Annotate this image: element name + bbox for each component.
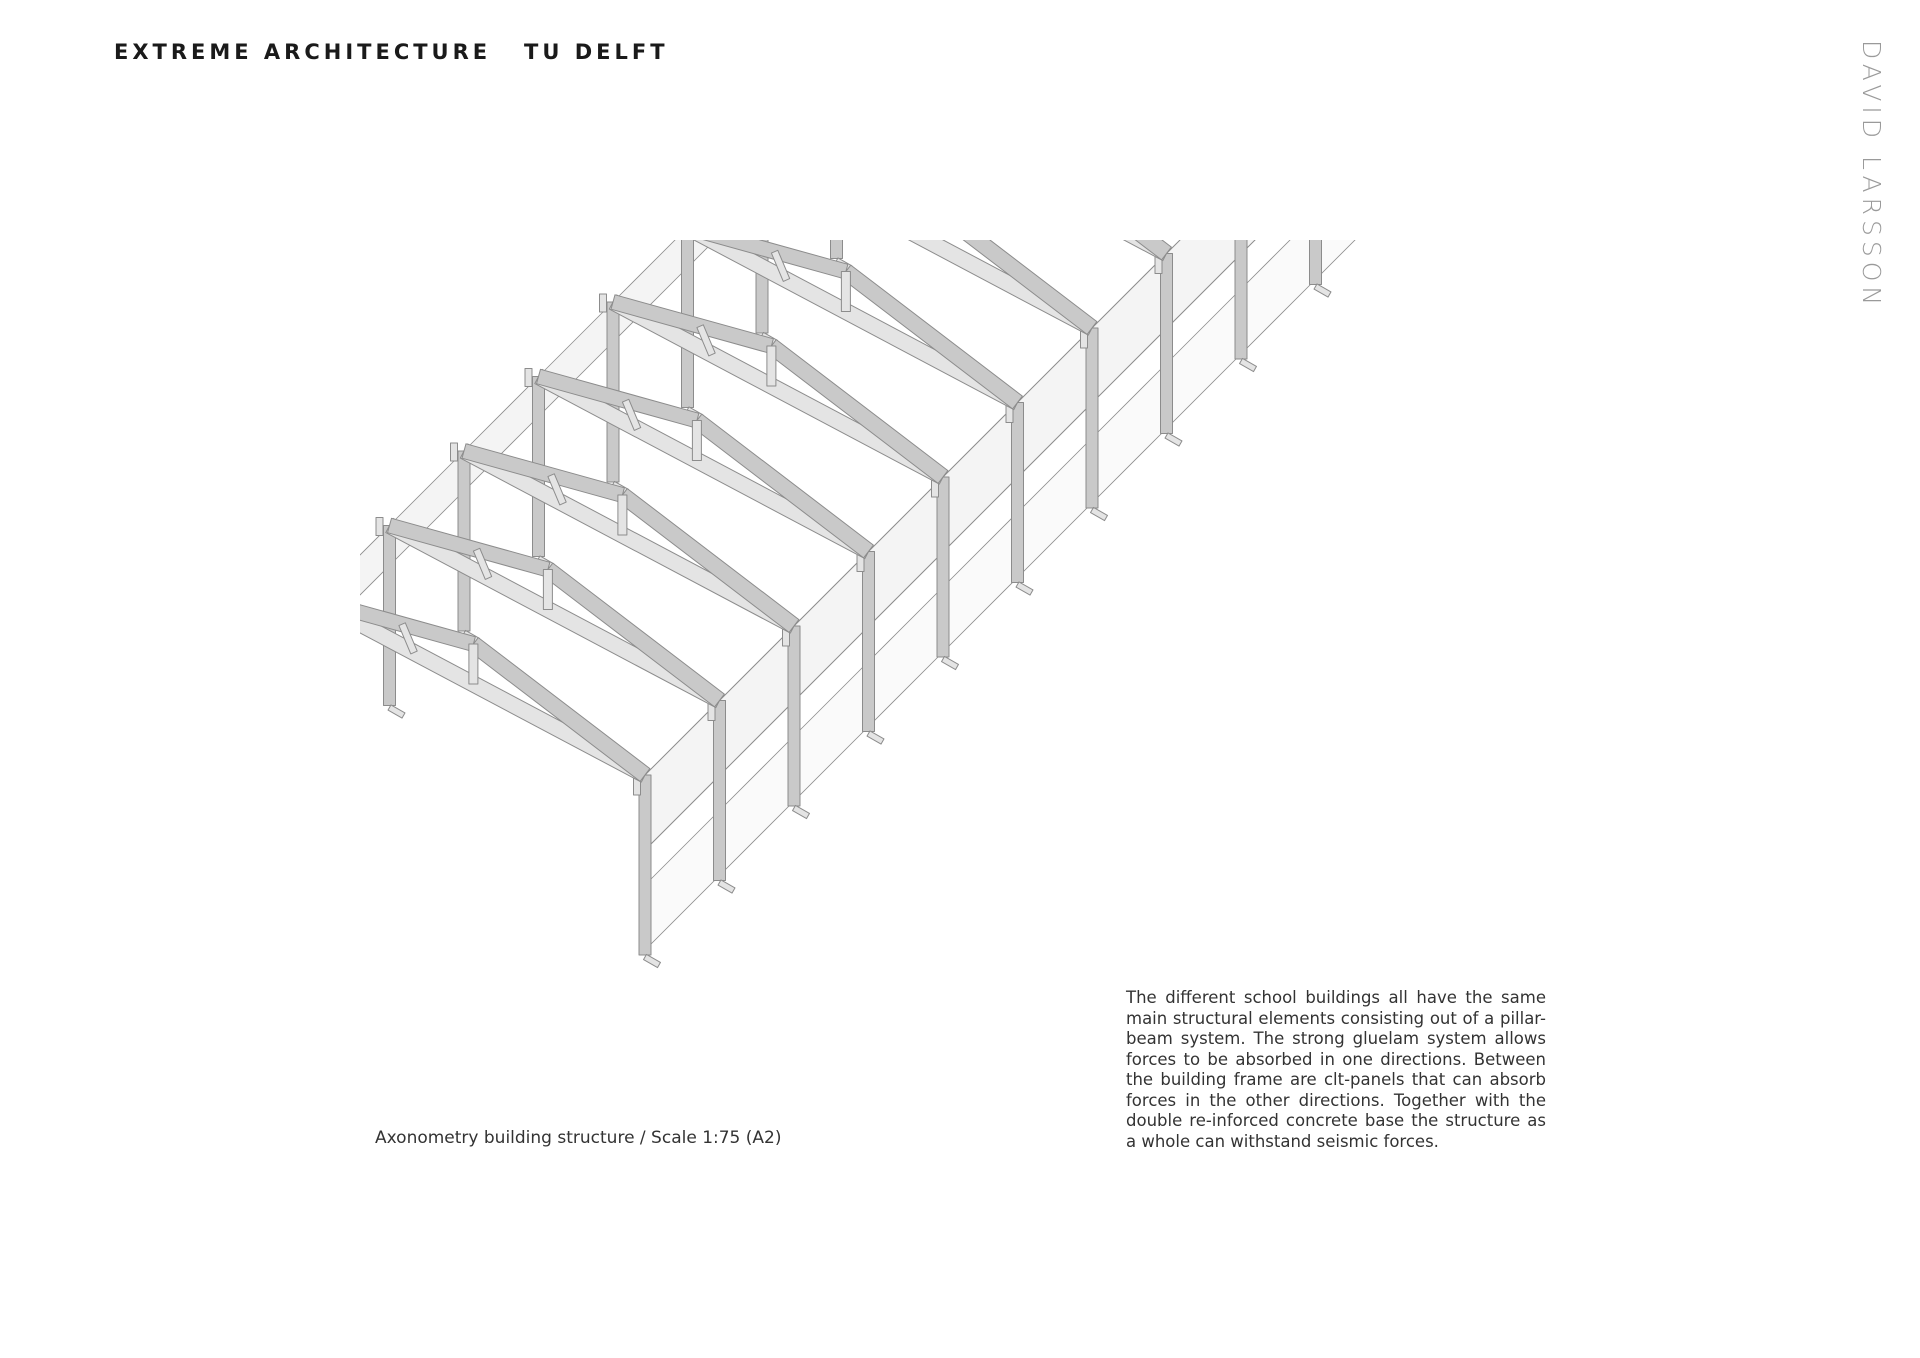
base-plinth: [388, 705, 405, 718]
header-title: EXTREME ARCHITECTURE: [114, 40, 492, 64]
right-column: [714, 701, 726, 881]
vertical-post: [543, 570, 552, 610]
base-plinth: [1016, 582, 1033, 595]
diagonal-strut: [543, 563, 724, 707]
right-column: [1012, 403, 1024, 583]
right-column: [863, 552, 875, 732]
vertical-post: [767, 346, 776, 386]
timber-frames: [360, 240, 1406, 968]
base-plinth: [793, 805, 810, 818]
structure-description: The different school buildings all have the same main structural elements consisting out of a pillar-beam system. The strong gluelam system allows forces to be absorbed in one directions. Between the building frame are clt-panels that can absorb forces in the other directions. Together with the double re-inforced concrete base the structure as a whole can withstand seismic forces.: [1126, 988, 1546, 1151]
right-column: [937, 477, 949, 657]
author-name: DAVID LARSSON: [1857, 40, 1886, 311]
lower-wall-panel: [1316, 240, 1391, 280]
base-plinth: [867, 731, 884, 744]
left-column-cap: [600, 294, 607, 312]
diagonal-strut: [469, 638, 650, 782]
vertical-post: [692, 421, 701, 461]
diagonal-strut: [692, 414, 873, 558]
base-plinth: [1165, 433, 1182, 446]
header-subtitle: TU DELFT: [524, 40, 669, 64]
left-column: [831, 240, 843, 259]
left-column-cap: [451, 443, 458, 461]
left-column-cap: [376, 518, 383, 536]
drawing-caption: Axonometry building structure / Scale 1:75 (A2): [375, 1128, 782, 1148]
right-column: [1086, 328, 1098, 508]
vertical-post: [618, 495, 627, 535]
right-column: [639, 775, 651, 955]
diagonal-strut: [841, 265, 1022, 409]
vertical-post: [841, 272, 850, 312]
vertical-post: [469, 644, 478, 684]
right-column: [1310, 240, 1322, 285]
diagonal-strut: [618, 489, 799, 633]
right-column: [788, 626, 800, 806]
lower-wall-panel: [1241, 240, 1316, 354]
diagonal-strut: [767, 340, 948, 484]
base-plinth: [718, 880, 735, 893]
right-column: [1235, 240, 1247, 359]
left-column-cap: [525, 369, 532, 387]
base-plinth: [1240, 358, 1257, 371]
right-column: [1161, 254, 1173, 434]
base-plinth: [1091, 507, 1108, 520]
base-plinth: [644, 954, 661, 967]
base-plinth: [1314, 284, 1331, 297]
base-plinth: [942, 656, 959, 669]
